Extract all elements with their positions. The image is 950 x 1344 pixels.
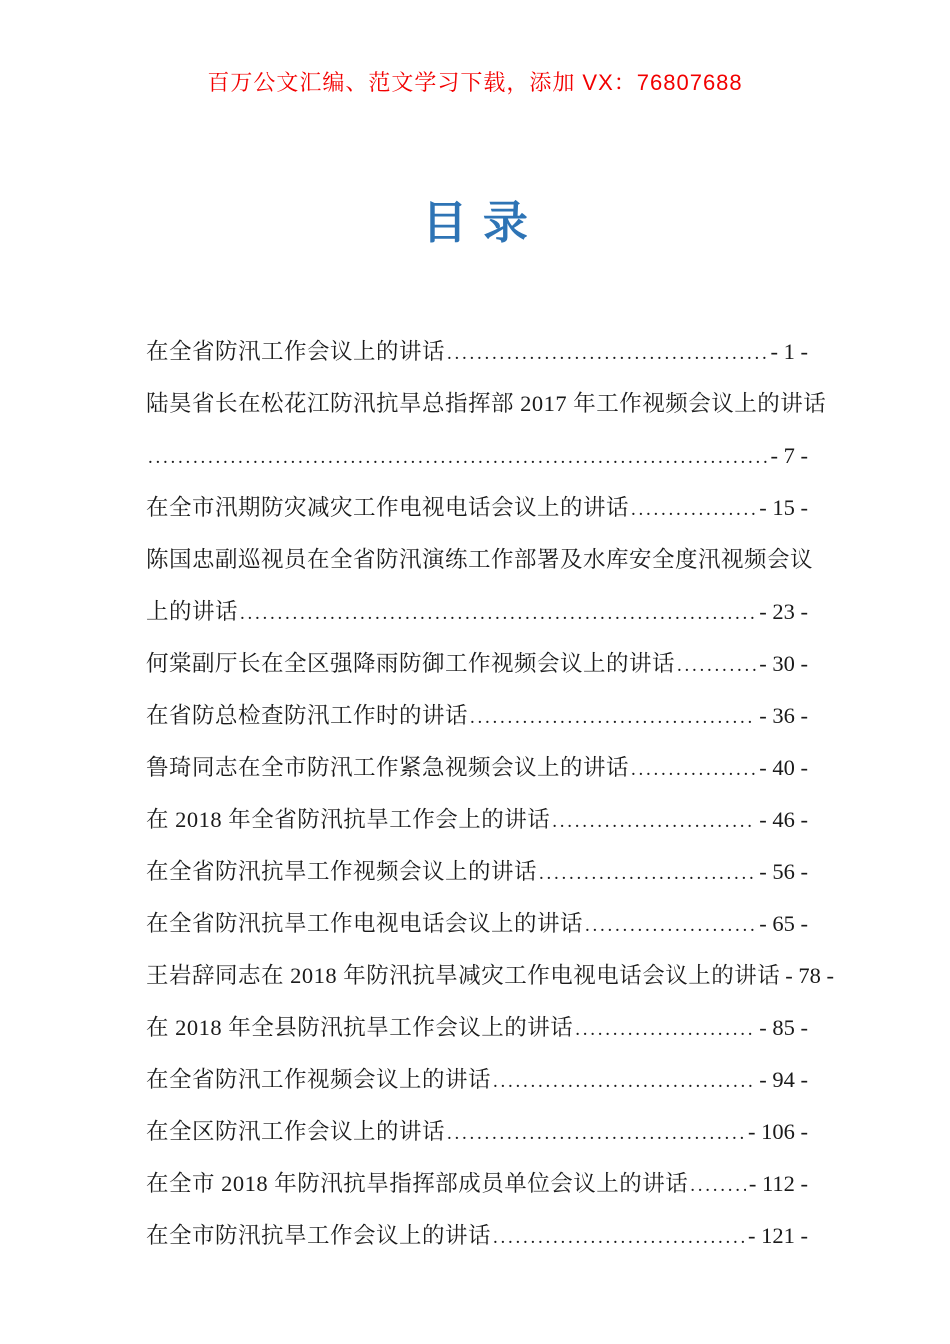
dot-leader: [470, 690, 756, 744]
toc-entry-line[interactable]: [146, 1002, 808, 1054]
dot-leader: [148, 430, 768, 484]
toc-entry-page: - 94 -: [759, 1067, 808, 1092]
toc-entry-title: 陆昊省长在松花江防汛抗旱总指挥部 2017 年工作视频会议上的讲话: [146, 391, 827, 416]
toc-entry-title: 王岩辞同志在 2018 年防汛抗旱减灾工作电视电话会议上的讲话: [146, 963, 781, 988]
toc-entry-title: 在全省防汛工作会议上的讲话: [146, 339, 446, 364]
toc-entry-line[interactable]: [146, 794, 808, 846]
toc-entry-title: 在全省防汛抗旱工作视频会议上的讲话: [146, 859, 538, 884]
dot-leader: [493, 1210, 745, 1264]
toc-entry-page: - 23 -: [759, 599, 808, 624]
toc-entry-line[interactable]: [146, 742, 808, 794]
toc-entry-page: - 65 -: [759, 911, 808, 936]
dot-leader: [575, 1002, 756, 1056]
toc-entry-line[interactable]: [146, 326, 808, 378]
dot-leader: [690, 1158, 746, 1212]
dot-leader: [493, 1054, 756, 1108]
toc-entry-page: - 40 -: [759, 755, 808, 780]
toc-entry-line[interactable]: [146, 1158, 808, 1210]
dot-leader: [552, 794, 756, 848]
dot-leader: [447, 326, 767, 380]
toc-list: [0, 326, 950, 1262]
dot-leader: [677, 638, 756, 692]
toc-entry-page: - 30 -: [759, 651, 808, 676]
toc-entry-page: - 106 -: [748, 1119, 808, 1144]
toc-entry-line[interactable]: [146, 534, 814, 586]
toc-entry-title: 在全市防汛抗旱工作会议上的讲话: [146, 1223, 492, 1248]
toc-entry-line[interactable]: [146, 378, 827, 430]
toc-entry-page: - 85 -: [759, 1015, 808, 1040]
toc-entry-title: 在省防总检查防汛工作时的讲话: [146, 703, 469, 728]
toc-entry-page: - 121 -: [748, 1223, 808, 1248]
toc-entry-line[interactable]: [146, 1054, 808, 1106]
dot-leader: [631, 742, 756, 796]
toc-entry-title: 在全区防汛工作会议上的讲话: [146, 1119, 446, 1144]
toc-entry-page: - 15 -: [759, 495, 808, 520]
toc-entry-page: - 46 -: [759, 807, 808, 832]
dot-leader: [585, 898, 756, 952]
toc-entry-line[interactable]: [146, 638, 808, 690]
toc-entry-page: - 36 -: [759, 703, 808, 728]
dot-leader: [240, 586, 756, 640]
toc-entry-title: 在 2018 年全省防汛抗旱工作会上的讲话: [146, 807, 551, 832]
dot-leader: [539, 846, 756, 900]
toc-entry-line[interactable]: [146, 1106, 808, 1158]
toc-entry-line[interactable]: [146, 1210, 808, 1262]
toc-entry-title: 陈国忠副巡视员在全省防汛演练工作部署及水库安全度汛视频会议: [146, 547, 814, 572]
toc-entry-page: - 1 -: [770, 339, 808, 364]
toc-entry-title: 在全市汛期防灾减灾工作电视电话会议上的讲话: [146, 495, 630, 520]
header-banner: 百万公文汇编、范文学习下载，添加 VX：76807688: [207, 70, 743, 95]
toc-entry-title: 上的讲话: [146, 599, 239, 624]
toc-entry-title: 在全省防汛工作视频会议上的讲话: [146, 1067, 492, 1092]
dot-leader: [631, 482, 756, 536]
toc-entry-page: - 56 -: [759, 859, 808, 884]
toc-entry-line[interactable]: [146, 586, 808, 638]
toc-entry-page: - 78 -: [785, 963, 835, 988]
dot-leader: [447, 1106, 745, 1160]
toc-entry-line[interactable]: [146, 898, 808, 950]
toc-entry-line[interactable]: [146, 846, 808, 898]
toc-entry-page: - 7 -: [770, 443, 808, 468]
toc-entry-title: 在 2018 年全县防汛抗旱工作会议上的讲话: [146, 1015, 574, 1040]
toc-entry-line[interactable]: [146, 482, 808, 534]
toc-entry-title: 在全市 2018 年防汛抗旱指挥部成员单位会议上的讲话: [146, 1171, 689, 1196]
page-title: 目录: [422, 198, 544, 248]
toc-entry-page: - 112 -: [748, 1171, 808, 1196]
toc-entry-title: 何棠副厅长在全区强降雨防御工作视频会议上的讲话: [146, 651, 676, 676]
toc-entry-title: 在全省防汛抗旱工作电视电话会议上的讲话: [146, 911, 584, 936]
toc-entry-line[interactable]: [146, 430, 808, 482]
toc-entry-line[interactable]: [146, 690, 808, 742]
toc-entry-title: 鲁琦同志在全市防汛工作紧急视频会议上的讲话: [146, 755, 630, 780]
toc-entry-line[interactable]: [146, 950, 835, 1002]
